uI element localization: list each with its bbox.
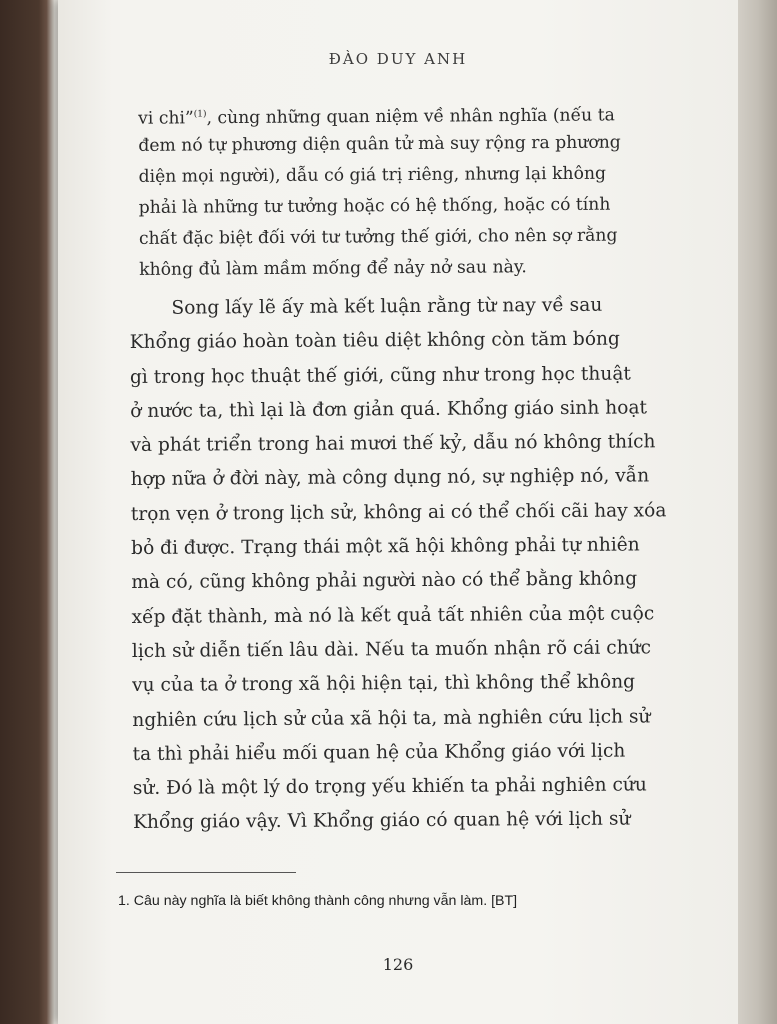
text-line: sử. Đó là một lý do trọng yếu khiến ta phải nghiên cứu <box>132 774 647 800</box>
page-number: 126 <box>382 955 414 974</box>
page-stack-edge <box>738 0 777 1024</box>
text-line: không đủ làm mầm mống để nảy nở sau này. <box>139 257 527 280</box>
text-line: lịch sử diễn tiến lâu dài. Nếu ta muốn nhận rõ cái chức <box>131 637 652 662</box>
text-line: đem nó tự phương diện quân tử mà suy rộng ra phương <box>138 132 621 156</box>
text-line: trọn vẹn ở trong lịch sử, không ai có thể chối cãi hay xóa <box>130 500 667 525</box>
text-line: Khổng giáo hoàn toàn tiêu diệt không còn tăm bóng <box>129 328 620 354</box>
text-line: gì trong học thuật thế giới, cũng như trong học thuật <box>129 363 631 388</box>
text-line: xếp đặt thành, mà nó là kết quả tất nhiên của một cuộc <box>131 603 655 628</box>
footnote-divider <box>116 872 296 873</box>
text-line: nghiên cứu lịch sử của xã hội ta, mà nghiên cứu lịch sử <box>132 705 651 731</box>
text-line: mà có, cũng không phải người nào có thể bằng không <box>131 568 638 594</box>
text-fragment: vi chi” <box>138 108 194 129</box>
running-head: ĐÀO DUY ANH <box>328 50 468 68</box>
text-line: phải là những tư tưởng hoặc có hệ thống, hoặc có tính <box>138 194 611 218</box>
body-text <box>128 96 733 841</box>
text-fragment: , cùng những quan niệm về nhân nghĩa (nếu ta <box>206 105 615 129</box>
paragraph-1 <box>128 96 729 286</box>
text-line: và phát triển trong hai mươi thế kỷ, dẫu nó không thích <box>130 431 656 457</box>
footnote-marker[interactable]: (1) <box>193 109 207 120</box>
text-line: hợp nữa ở đời này, mà công dụng nó, sự nghiệp nó, vẫn <box>130 465 650 491</box>
text-line: Song lấy lẽ ấy mà kết luận rằng từ nay về sau <box>171 294 603 319</box>
text-line: Khổng giáo vậy. Vì Khổng giáo có quan hệ với lịch sử <box>132 808 631 834</box>
paragraph-2 <box>129 288 733 841</box>
text-line: diện mọi người), dẫu có giá trị riêng, nhưng lại không <box>138 163 607 187</box>
text-line <box>128 96 728 131</box>
text-line: vụ của ta ở trong xã hội hiện tại, thì không thể không <box>132 671 636 697</box>
book-page <box>58 0 738 1024</box>
footnote: 1. Câu này nghĩa là biết không thành công nhưng vẫn làm. [BT] <box>118 893 518 909</box>
text-line: bỏ đi được. Trạng thái một xã hội không phải tự nhiên <box>131 534 640 560</box>
text-line: chất đặc biệt đối với tư tưởng thế giới, cho nên sợ rằng <box>138 225 618 249</box>
text-line: ta thì phải hiểu mối quan hệ của Khổng giáo với lịch <box>132 740 626 765</box>
text-line: ở nước ta, thì lại là đơn giản quá. Khổng giáo sinh hoạt <box>130 397 648 422</box>
